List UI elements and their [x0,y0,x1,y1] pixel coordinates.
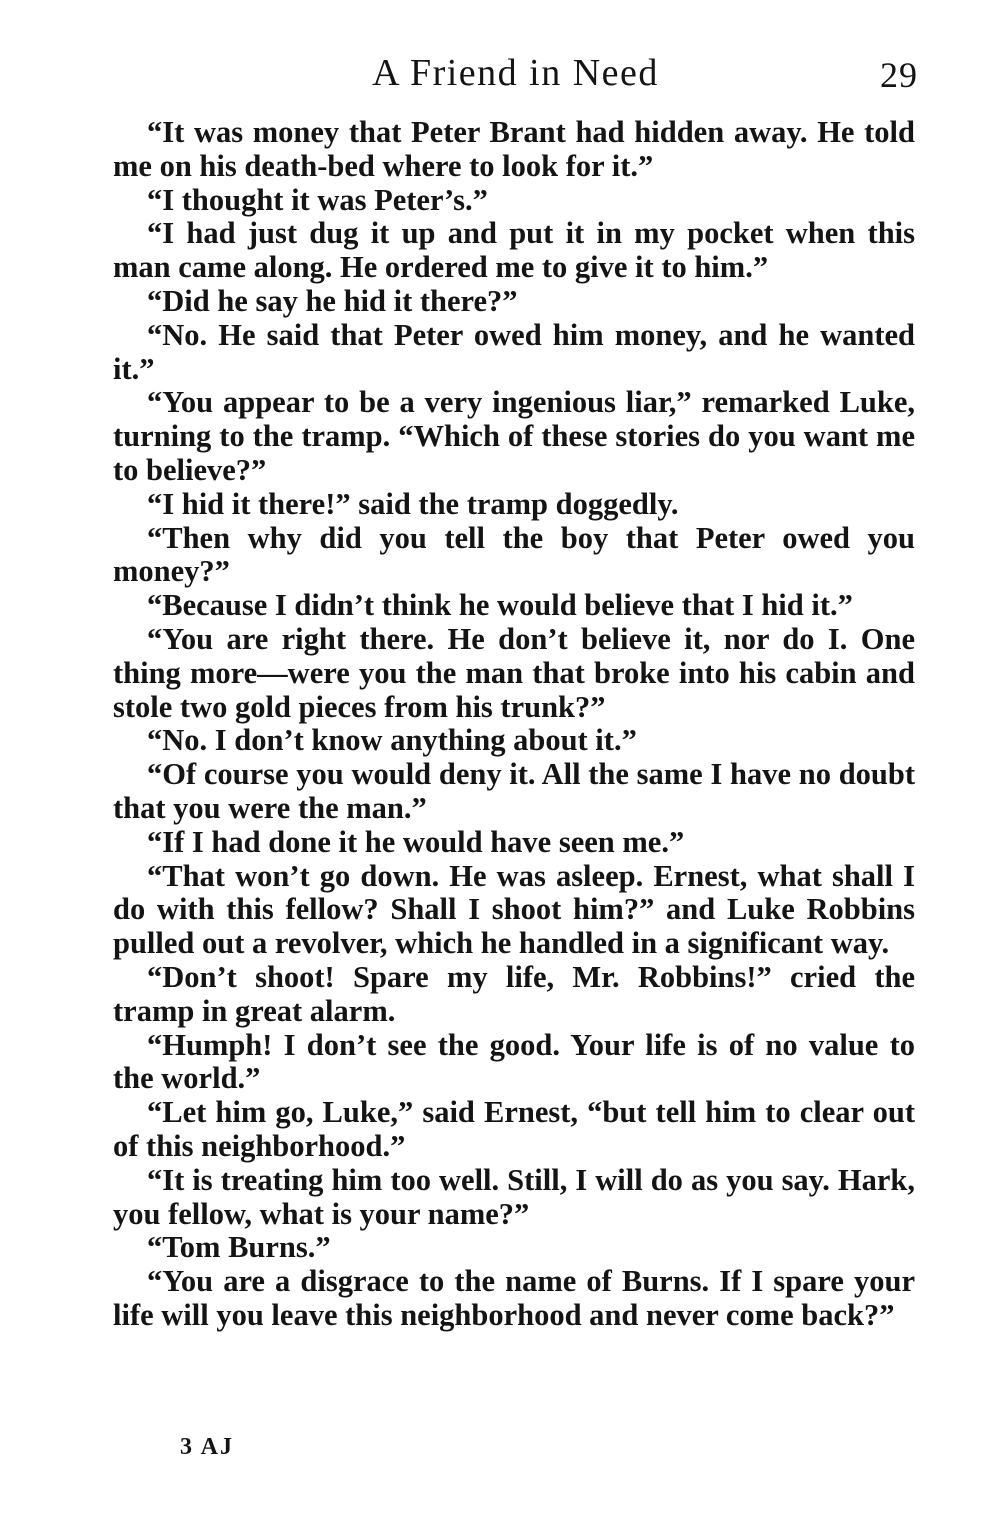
paragraph: “You appear to be a very ingenious liar,” remarked Luke, turning to the tramp. “Which of these stories do you want me to believe?” [113,385,915,487]
paragraph: “Humph! I don’t see the good. Your life is of no value to the world.” [113,1027,915,1096]
page-number: 29 [880,55,918,95]
paragraph: “Don’t shoot! Spare my life, Mr. Robbins!” cried the tramp in great alarm. [113,959,915,1028]
paragraph: “No. I don’t know anything about it.” [147,723,637,758]
paragraph: “It is treating him too well. Still, I will do as you say. Hark, you fellow, what is your name?” [113,1162,915,1231]
paragraph: “I had just dug it up and put it in my pocket when this man came along. He ordered me to give it to him.” [113,216,915,285]
page-header [113,50,918,100]
text-body [113,116,915,1333]
paragraph: “Let him go, Luke,” said Ernest, “but tell him to clear out of this neighborhood.” [113,1095,915,1163]
paragraph: “Then why did you tell the boy that Peter owed you money?” [113,520,915,589]
paragraph: “If I had done it he would have seen me.” [147,824,685,859]
paragraph: “I hid it there!” said the tramp doggedly. [147,486,679,521]
paragraph: “Did he say he hid it there?” [147,283,518,318]
paragraph: “Of course you would deny it. All the same I have no doubt that you were the man.” [113,757,915,825]
paragraph: “I thought it was Peter’s.” [147,182,488,217]
paragraph: “That won’t go down. He was asleep. Ernest, what shall I do with this fellow? Shall I shoot him?” and Luke Robbins pulled out a revolver, which he handled in a significant way. [113,858,915,961]
signature-mark: 3 AJ [180,1434,235,1460]
paragraph: “Because I didn’t think he would believe that I hid it.” [147,588,853,623]
running-title: A Friend in Need [372,52,659,94]
paragraph: “You are a disgrace to the name of Burns. If I spare your life will you leave this neighborhood and never come back?” [113,1264,915,1332]
paragraph: “You are right there. He don’t believe it, nor do I. One thing more—were you the man that broke into his cabin and stole two gold pieces from his trunk?” [113,621,915,724]
paragraph: “No. He said that Peter owed him money, and he wanted it.” [113,317,915,386]
paragraph: “It was money that Peter Brant had hidden away. He told me on his death-bed where to look for it.” [113,115,915,183]
paragraph: “Tom Burns.” [147,1230,331,1265]
